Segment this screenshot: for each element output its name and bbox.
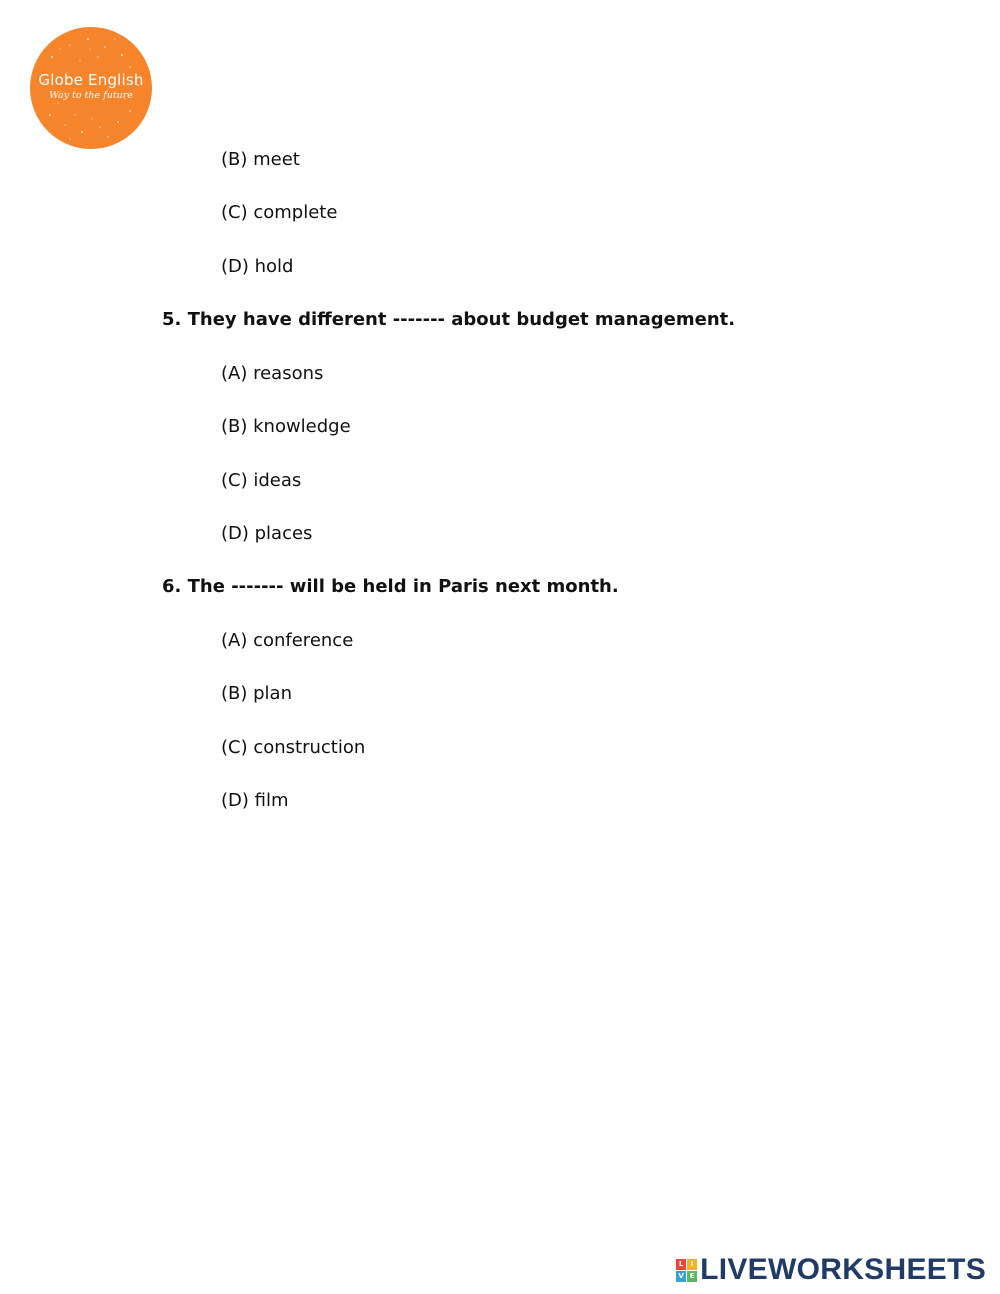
liveworksheets-logo-icon bbox=[676, 1259, 697, 1282]
option-a-reasons[interactable]: (A) reasons bbox=[221, 363, 324, 384]
logo-title: Globe English bbox=[38, 71, 144, 89]
brand-block-i: I bbox=[687, 1259, 697, 1270]
option-d-film[interactable]: (D) film bbox=[221, 790, 289, 811]
option-d-places[interactable]: (D) places bbox=[221, 523, 313, 544]
option-b-plan[interactable]: (B) plan bbox=[221, 683, 292, 704]
brand-wordmark: LIVEWORKSHEETS bbox=[700, 1253, 986, 1286]
option-c-ideas[interactable]: (C) ideas bbox=[221, 470, 302, 491]
brand-block-e: E bbox=[687, 1271, 697, 1282]
option-d-hold[interactable]: (D) hold bbox=[221, 256, 294, 277]
brand-block-v: V bbox=[676, 1271, 686, 1282]
globe-english-logo bbox=[30, 27, 152, 149]
question-5: 5. They have different ------- about budget management. bbox=[162, 309, 736, 330]
brand-block-l: L bbox=[676, 1259, 686, 1270]
option-b-knowledge[interactable]: (B) knowledge bbox=[221, 416, 351, 437]
option-c-complete[interactable]: (C) complete bbox=[221, 202, 338, 223]
option-b-meet[interactable]: (B) meet bbox=[221, 149, 300, 170]
liveworksheets-brand[interactable] bbox=[676, 1255, 986, 1285]
question-6: 6. The ------- will be held in Paris next month. bbox=[162, 576, 619, 597]
option-c-construction[interactable]: (C) construction bbox=[221, 737, 366, 758]
logo-tagline: Way to the future bbox=[49, 90, 133, 101]
option-a-conference[interactable]: (A) conference bbox=[221, 630, 354, 651]
